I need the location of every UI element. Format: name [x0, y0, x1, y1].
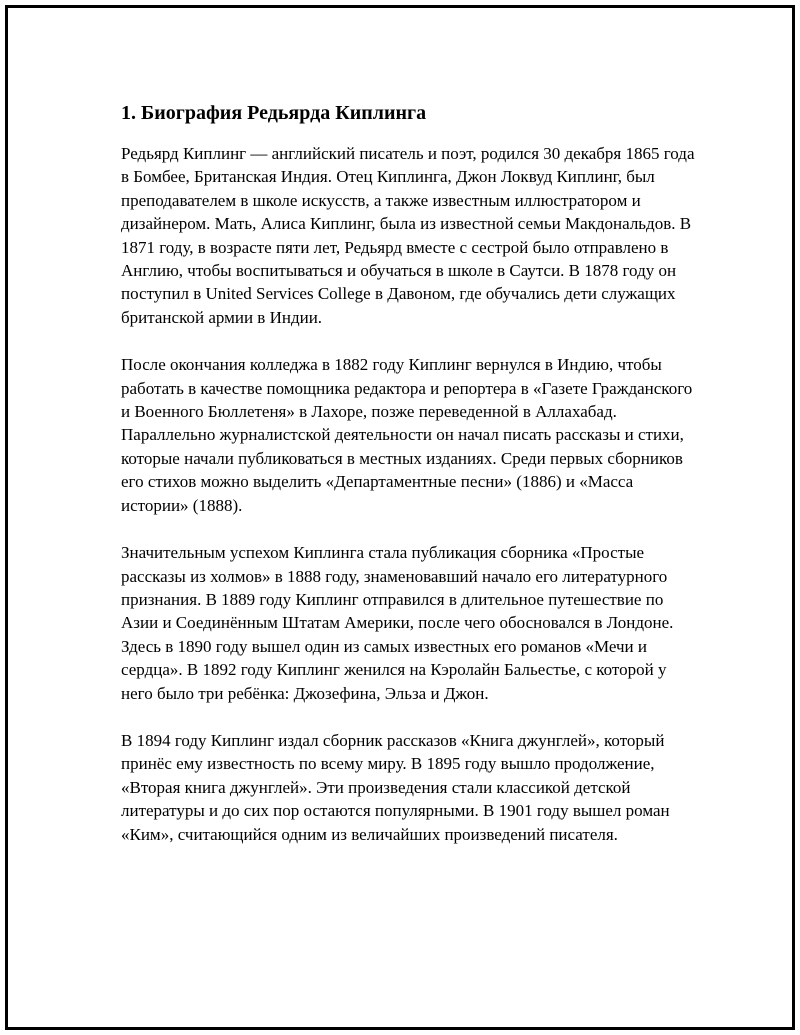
- paragraph-4: В 1894 году Киплинг издал сборник рассказов «Книга джунглей», который принёс ему известность по всему миру. В 1895 году вышло продолжение, «Вторая книга джунглей». Эти произведения стали классикой детской литературы и до сих пор остаются популярными. В 1901 году вышел роман «Ким», считающийся одним из величайших произведений писателя.: [121, 730, 670, 844]
- paragraph-2: После окончания колледжа в 1882 году Киплинг вернулся в Индию, чтобы работать в качестве помощника редактора и репортера в «Газете Гражданского и Военного Бюллетеня» в Лахоре, позже переведенной в Аллахабад. Параллельно журналистской деятельности он начал писать рассказы и стихи, которые начали публиковаться в местных изданиях. Среди первых сборников его стихов можно выделить «Департаментные песни» (1886) и «Масса истории» (1888).: [121, 355, 693, 515]
- paragraph-1: Редьярд Киплинг — английский писатель и поэт, родился 30 декабря 1865 года в Бомбее, Британская Индия. Отец Киплинга, Джон Локвуд Киплинг, был преподавателем в школе искусств, а также известным иллюстратором и дизайнером. Мать, Алиса Киплинг, была из известной семьи Макдональдов. В 1871 году, в возрасте пяти лет, Редьярд вместе с сестрой было отправлено в Англию, чтобы воспитываться и обучаться в школе в Саутси. В 1878 году он поступил в United Services College в Давоном, где обучались дети служащих британской армии в Индии.: [121, 144, 695, 327]
- page-frame: [5, 5, 795, 1030]
- paragraph-3: Значительным успехом Киплинга стала публикация сборника «Простые рассказы из холмов» в 1888 году, знаменовавший начало его литературного признания. В 1889 году Киплинг отправился в длительное путешествие по Азии и Соединённым Штатам Америки, после чего обосновался в Лондоне. Здесь в 1890 году вышел один из самых известных его романов «Мечи и сердца». В 1892 году Киплинг женился на Кэролайн Бальестье, с которой у него было три ребёнка: Джозефина, Эльза и Джон.: [121, 543, 674, 703]
- document-body: [121, 100, 696, 870]
- document-title: 1. Биография Редьярда Киплинга: [121, 102, 427, 124]
